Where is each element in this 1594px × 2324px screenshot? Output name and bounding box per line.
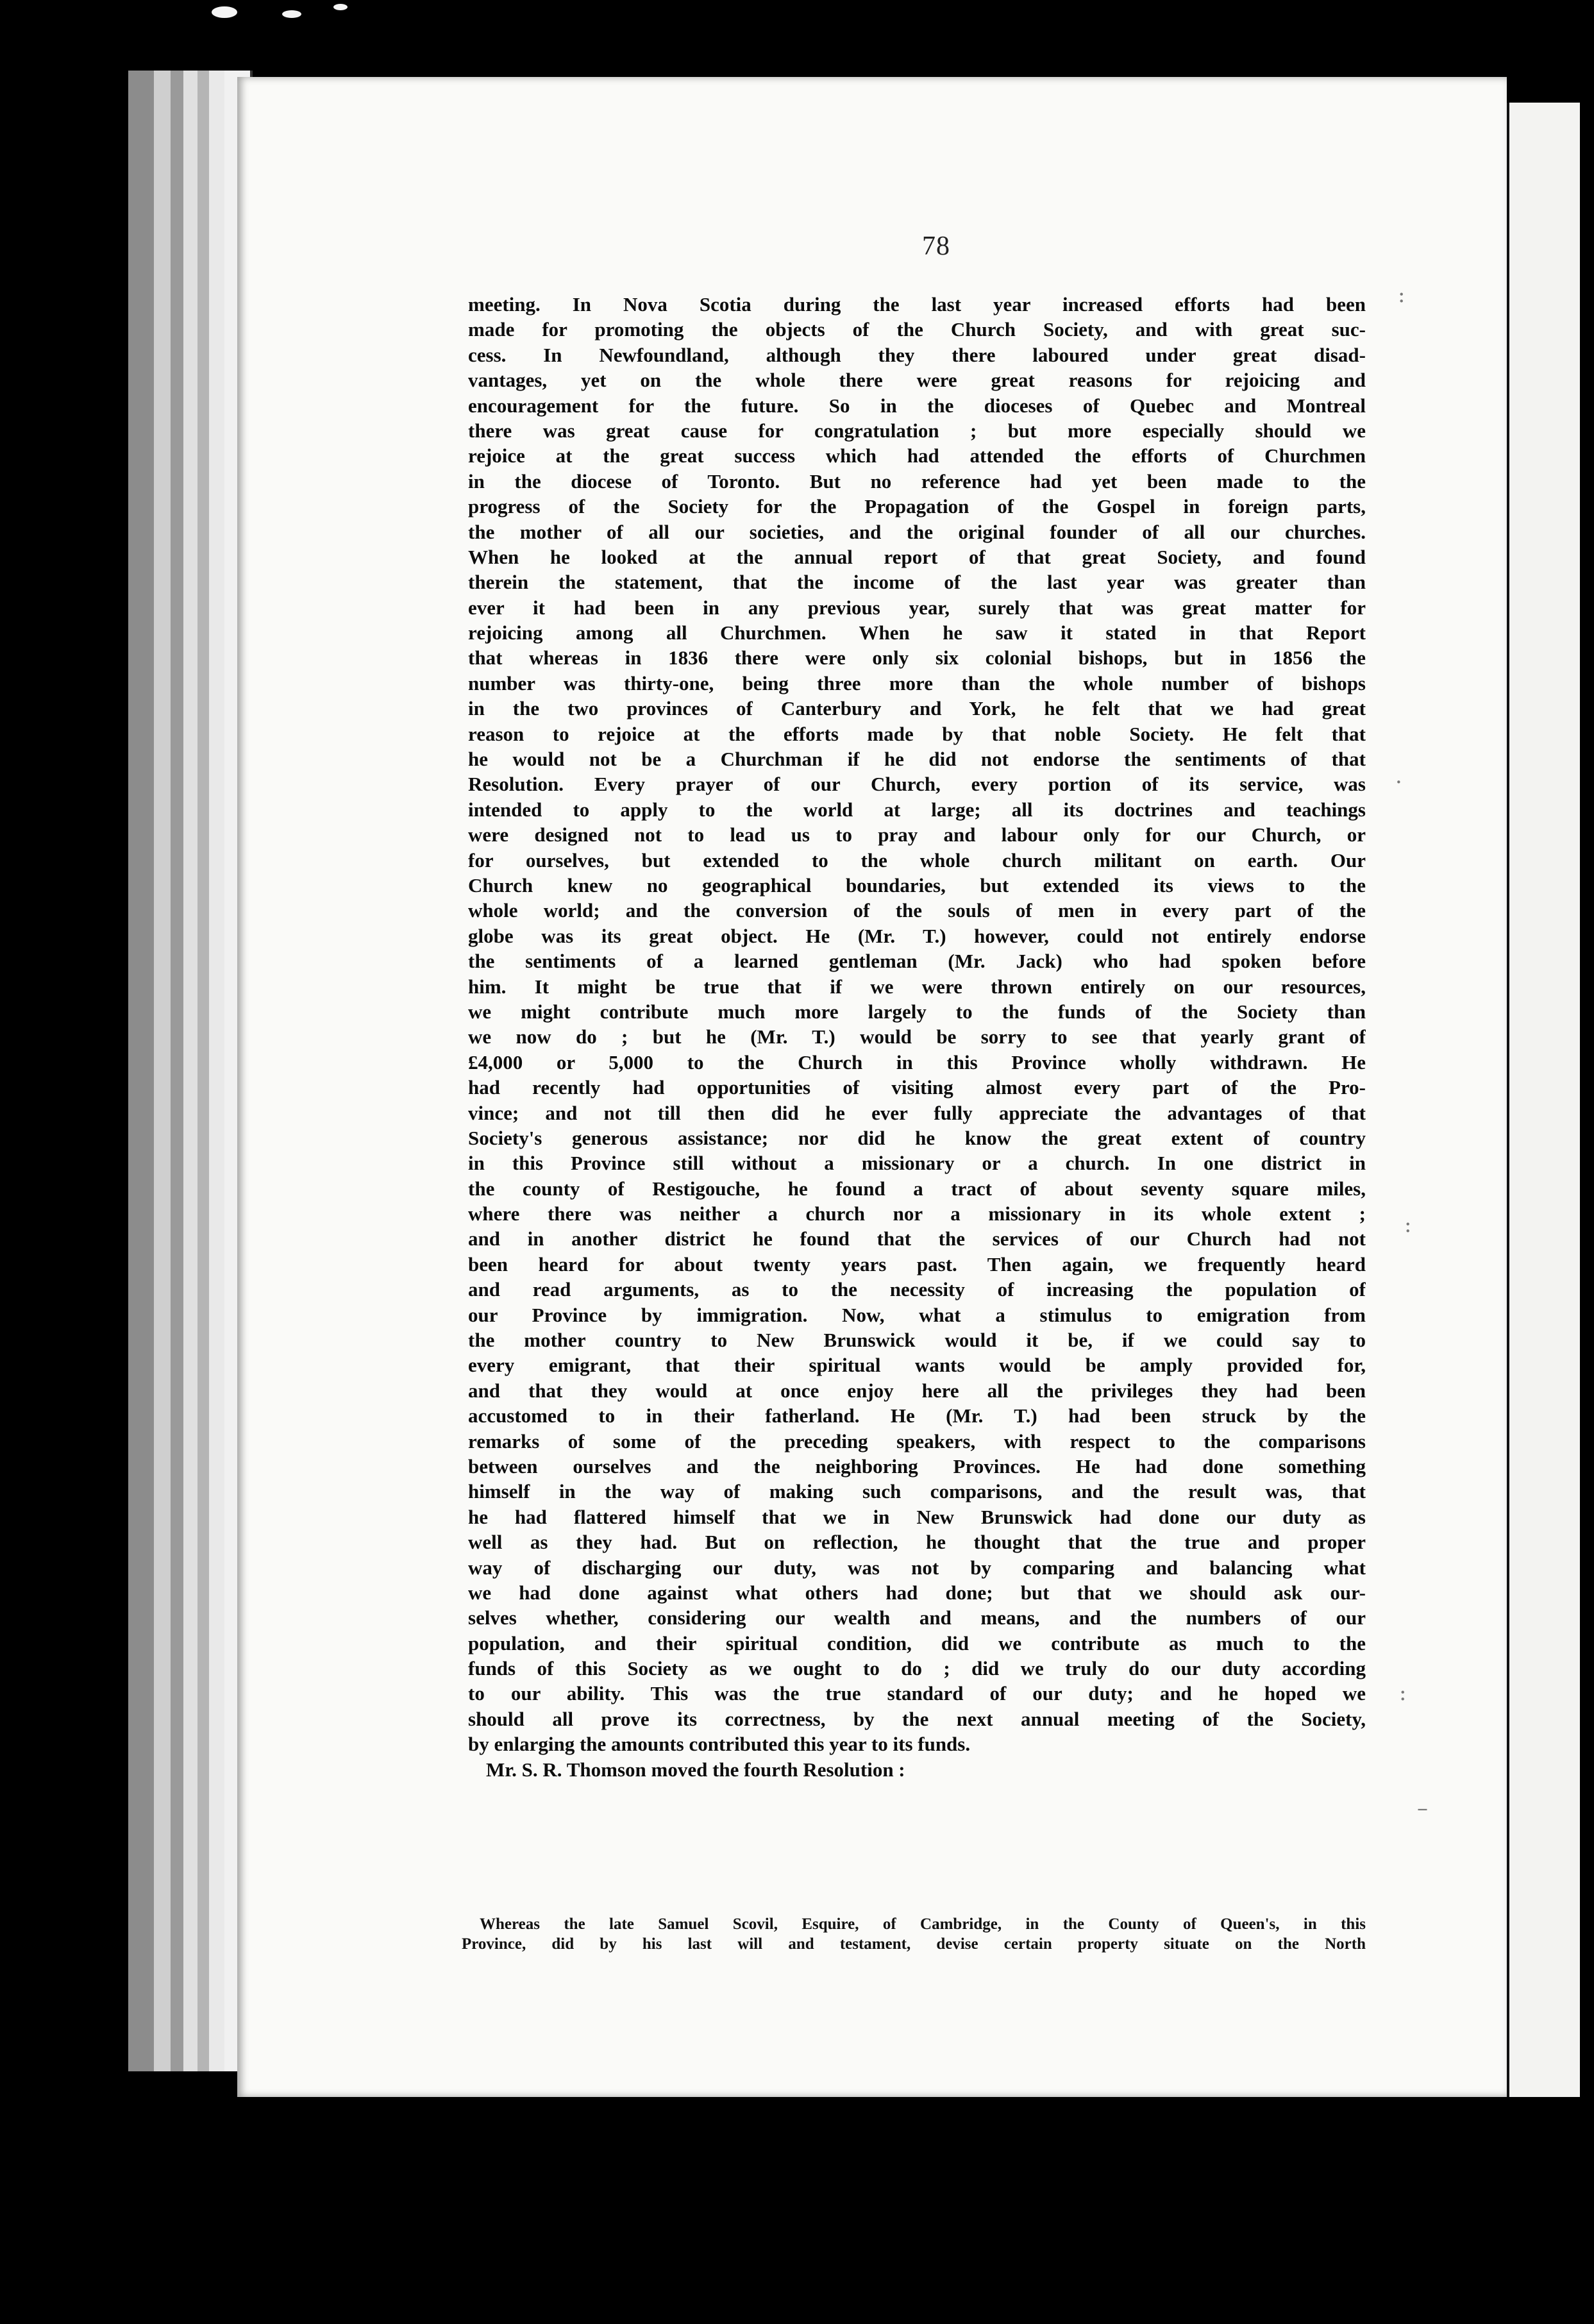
text-line: rejoice at the great success which had attended the efforts of Churchmen xyxy=(468,444,1366,467)
scan-speck xyxy=(282,10,301,18)
text-line: number was thirty-one, being three more than the whole number of bishops xyxy=(468,671,1366,695)
resolution-line: Province, did by his last will and testament, devise certain property situate on the North xyxy=(462,1935,1366,1953)
facing-page-edge xyxy=(1507,103,1580,2097)
text-line: been heard for about twenty years past. Then again, we frequently heard xyxy=(468,1252,1366,1276)
text-line: where there was neither a church nor a missionary in its whole extent ; xyxy=(468,1202,1366,1225)
scan-speck xyxy=(333,4,348,10)
text-line: we might contribute much more largely to the funds of the Society than xyxy=(468,1000,1366,1023)
text-line: population, and their spiritual condition, did we contribute as much to the xyxy=(468,1631,1366,1655)
text-line: way of discharging our duty, was not by comparing and balancing what xyxy=(468,1556,1366,1579)
text-line: Society's generous assistance; nor did he know the great extent of country xyxy=(468,1126,1366,1149)
text-line: in the diocese of Toronto. But no reference had yet been made to the xyxy=(468,469,1366,493)
text-line: were designed not to lead us to pray and labour only for our Church, or xyxy=(468,823,1366,846)
text-line: the sentiments of a learned gentleman (Mr. Jack) who had spoken before xyxy=(468,950,1366,973)
text-line: £4,000 or 5,000 to the Church in this Province wholly withdrawn. He xyxy=(468,1050,1366,1074)
text-line: funds of this Society as we ought to do ; did we truly do our duty according xyxy=(468,1657,1366,1680)
scan-speck xyxy=(212,6,237,18)
text-line: ever it had been in any previous year, surely that was great matter for xyxy=(468,596,1366,619)
text-line: Resolution. Every prayer of our Church, every portion of its service, was xyxy=(468,773,1366,796)
text-line: vantages, yet on the whole there were great reasons for rejoicing and xyxy=(468,369,1366,392)
resolution-line: Whereas the late Samuel Scovil, Esquire, of Cambridge, in the County of Queen's, in this xyxy=(480,1916,1366,1933)
text-line: Church knew no geographical boundaries, but extended its views to the xyxy=(468,873,1366,897)
text-line: encouragement for the future. So in the dioceses of Quebec and Montreal xyxy=(468,394,1366,417)
motion-line: Mr. S. R. Thomson moved the fourth Resolution : xyxy=(486,1758,905,1781)
text-line: for ourselves, but extended to the whole church militant on earth. Our xyxy=(468,848,1366,872)
text-line: cess. In Newfoundland, although they there laboured under great disad- xyxy=(468,343,1366,366)
page-edge xyxy=(128,71,156,2071)
margin-mark: : xyxy=(1398,282,1405,308)
margin-mark: : xyxy=(1404,1212,1412,1238)
text-line: globe was its great object. He (Mr. T.) however, could not entirely endorse xyxy=(468,924,1366,947)
text-line: him. It might be true that if we were thrown entirely on our resources, xyxy=(468,975,1366,998)
text-line: should all prove its correctness, by the next annual meeting of the Society, xyxy=(468,1707,1366,1730)
text-line: in this Province still without a missionary or a church. In one district in xyxy=(468,1152,1366,1175)
text-line: whole world; and the conversion of the souls of men in every part of the xyxy=(468,899,1366,922)
text-line: and in another district he found that the services of our Church had not xyxy=(468,1227,1366,1250)
text-line: progress of the Society for the Propagation of the Gospel in foreign parts, xyxy=(468,495,1366,518)
margin-mark: : xyxy=(1399,1680,1407,1706)
text-line: therein the statement, that the income of the last year was greater than xyxy=(468,571,1366,594)
text-line: and that they would at once enjoy here all the privileges they had been xyxy=(468,1379,1366,1402)
book-page-edges xyxy=(128,71,250,2071)
text-line: he had flattered himself that we in New Brunswick had done our duty as xyxy=(468,1505,1366,1528)
page-edge xyxy=(209,71,226,2071)
text-line: remarks of some of the preceding speakers, with respect to the comparisons xyxy=(468,1429,1366,1453)
text-line: reason to rejoice at the efforts made by that noble Society. He felt that xyxy=(468,722,1366,745)
text-line: there was great cause for congratulation ; but more especially should we xyxy=(468,419,1366,442)
text-line: he would not be a Churchman if he did not endorse the sentiments of that xyxy=(468,748,1366,771)
text-line: When he looked at the annual report of that great Society, and found xyxy=(468,545,1366,568)
text-line: by enlarging the amounts contributed this year to its funds. xyxy=(468,1733,971,1756)
text-line: well as they had. But on reflection, he thought that the true and proper xyxy=(468,1531,1366,1554)
text-line: to our ability. This was the true standard of our duty; and he hoped we xyxy=(468,1682,1366,1705)
text-line: had recently had opportunities of visiting almost every part of the Pro- xyxy=(468,1076,1366,1099)
margin-mark: – xyxy=(1417,1796,1428,1821)
text-line: meeting. In Nova Scotia during the last year increased efforts had been xyxy=(468,293,1366,316)
text-line: accustomed to in their fatherland. He (Mr. T.) had been struck by the xyxy=(468,1404,1366,1427)
text-line: made for promoting the objects of the Church Society, and with great suc- xyxy=(468,318,1366,341)
text-line: between ourselves and the neighboring Provinces. He had done something xyxy=(468,1454,1366,1478)
text-line: intended to apply to the world at large; all its doctrines and teachings xyxy=(468,798,1366,821)
text-line: selves whether, considering our wealth and means, and the numbers of our xyxy=(468,1606,1366,1629)
body-text xyxy=(468,292,1366,1782)
text-line: vince; and not till then did he ever fully appreciate the advantages of that xyxy=(468,1101,1366,1124)
text-line: our Province by immigration. Now, what a stimulus to emigration from xyxy=(468,1303,1366,1326)
text-line: the mother country to New Brunswick would it be, if we could say to xyxy=(468,1329,1366,1352)
text-line: and read arguments, as to the necessity of increasing the population of xyxy=(468,1278,1366,1301)
resolution-section xyxy=(462,1914,1366,1954)
text-line: the mother of all our societies, and the original founder of all our churches. xyxy=(468,520,1366,543)
text-line: we had done against what others had done; but that we should ask our- xyxy=(468,1581,1366,1604)
text-line: rejoicing among all Churchmen. When he saw it stated in that Report xyxy=(468,621,1366,644)
text-line: that whereas in 1836 there were only six colonial bishops, but in 1856 the xyxy=(468,646,1366,669)
text-line: every emigrant, that their spiritual wants would be amply provided for, xyxy=(468,1354,1366,1377)
text-line: the county of Restigouche, he found a tract of about seventy square miles, xyxy=(468,1177,1366,1200)
page-number: 78 xyxy=(922,232,950,261)
margin-mark: · xyxy=(1395,770,1402,795)
bleed-through-marks xyxy=(1391,282,1494,1924)
text-line: himself in the way of making such comparisons, and the result was, that xyxy=(468,1480,1366,1503)
text-line: in the two provinces of Canterbury and York, he felt that we had great xyxy=(468,697,1366,720)
page-edge xyxy=(154,71,172,2071)
text-line: we now do ; but he (Mr. T.) would be sorry to see that yearly grant of xyxy=(468,1025,1366,1048)
